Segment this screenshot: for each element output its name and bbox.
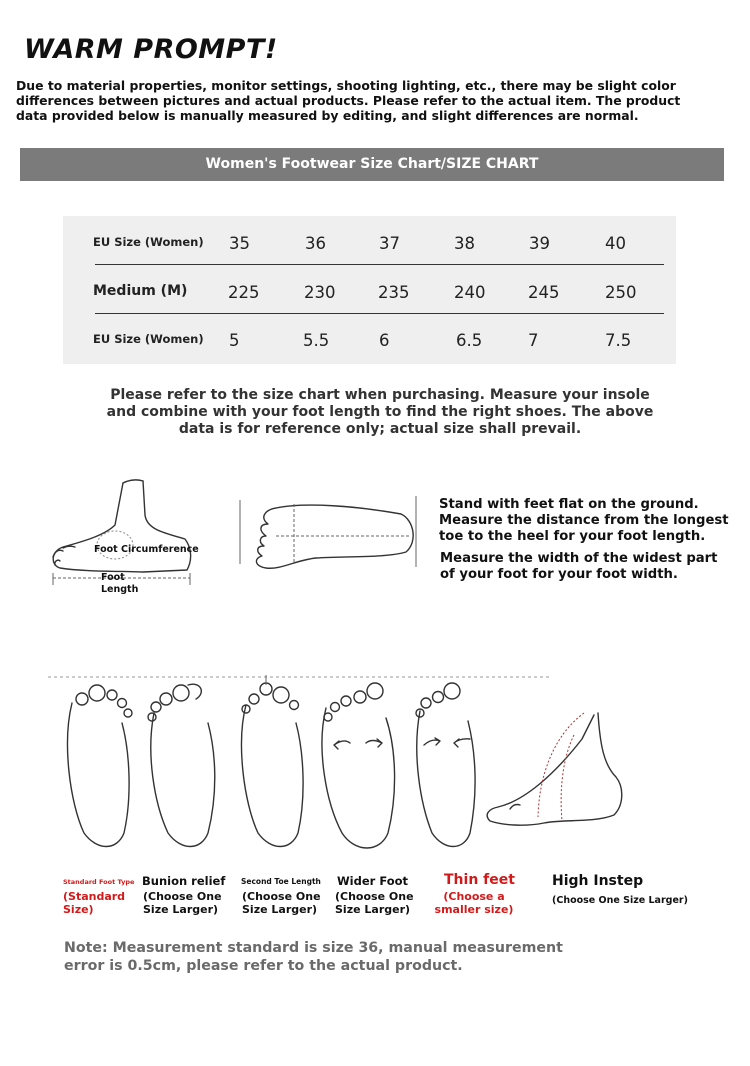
table-cell: 38 <box>454 234 475 253</box>
foot-type-high-instep-title: High Instep <box>552 873 644 889</box>
advice-text: Please refer to the size chart when purchasing. Measure your insole and combine with your foot length to find the right shoes. The above data is for reference only; actual size shall prevail. <box>106 387 654 437</box>
table-cell: 7.5 <box>605 331 632 350</box>
table-cell: 40 <box>605 234 626 253</box>
table-cell: 240 <box>454 283 486 302</box>
table-cell: 245 <box>528 283 560 302</box>
foot-type-high-instep-sub: (Choose One Size Larger) <box>552 895 688 906</box>
row-label-eu-size: EU Size (Women) <box>93 235 204 249</box>
table-cell: 250 <box>605 283 637 302</box>
page-title: WARM PROMPT! <box>24 34 278 65</box>
foot-types-illustration <box>44 665 684 865</box>
table-cell: 37 <box>379 234 400 253</box>
table-cell: 7 <box>528 331 539 350</box>
table-cell: 36 <box>305 234 326 253</box>
instruction-width: Measure the width of the widest part of your foot for your foot width. <box>440 551 718 582</box>
row-label-eu-size: EU Size (Women) <box>93 332 204 346</box>
instruction-length: Stand with feet flat on the ground. Measure the distance from the longest toe to the heel for your foot length. <box>439 497 729 544</box>
table-cell: 5 <box>229 331 240 350</box>
foot-circumference-label: Foot Circumference <box>94 544 199 555</box>
measurement-note: Note: Measurement standard is size 36, manual measurement error is 0.5cm, please refer to the actual product. <box>64 940 563 974</box>
foot-type-standard-title: Standard Foot Type <box>63 878 135 886</box>
table-cell: 5.5 <box>303 331 330 350</box>
table-divider <box>95 264 664 265</box>
foot-type-bunion-title: Bunion relief <box>142 874 226 888</box>
foot-type-second-toe-title: Second Toe Length <box>241 877 321 886</box>
foot-length-label: Foot Length <box>101 572 139 595</box>
foot-type-wider-title: Wider Foot <box>337 874 409 888</box>
foot-top-illustration <box>236 492 421 577</box>
table-divider <box>95 313 664 314</box>
foot-type-thin-sub: (Choose a smaller size) <box>434 890 514 916</box>
foot-type-standard-sub: (Standard Size) <box>63 890 126 916</box>
table-cell: 225 <box>228 283 260 302</box>
table-cell: 6 <box>379 331 390 350</box>
size-chart-banner: Women's Footwear Size Chart/SIZE CHART <box>20 148 724 181</box>
table-cell: 235 <box>378 283 410 302</box>
row-label-medium: Medium (M) <box>93 283 188 299</box>
foot-type-thin-title: Thin feet <box>444 872 515 888</box>
foot-type-second-toe-sub: (Choose One Size Larger) <box>242 890 321 916</box>
table-cell: 230 <box>304 283 336 302</box>
foot-type-bunion-sub: (Choose One Size Larger) <box>143 890 222 916</box>
intro-text: Due to material properties, monitor settings, shooting lighting, etc., there may be slight color differences between pictures and actual products. Please refer to the actual item. The product data provided below is manually measured by editing, and slight differences are normal. <box>16 78 681 123</box>
table-cell: 39 <box>529 234 550 253</box>
size-table <box>63 216 676 364</box>
table-cell: 35 <box>229 234 250 253</box>
foot-type-wider-sub: (Choose One Size Larger) <box>335 890 414 916</box>
table-cell: 6.5 <box>456 331 483 350</box>
